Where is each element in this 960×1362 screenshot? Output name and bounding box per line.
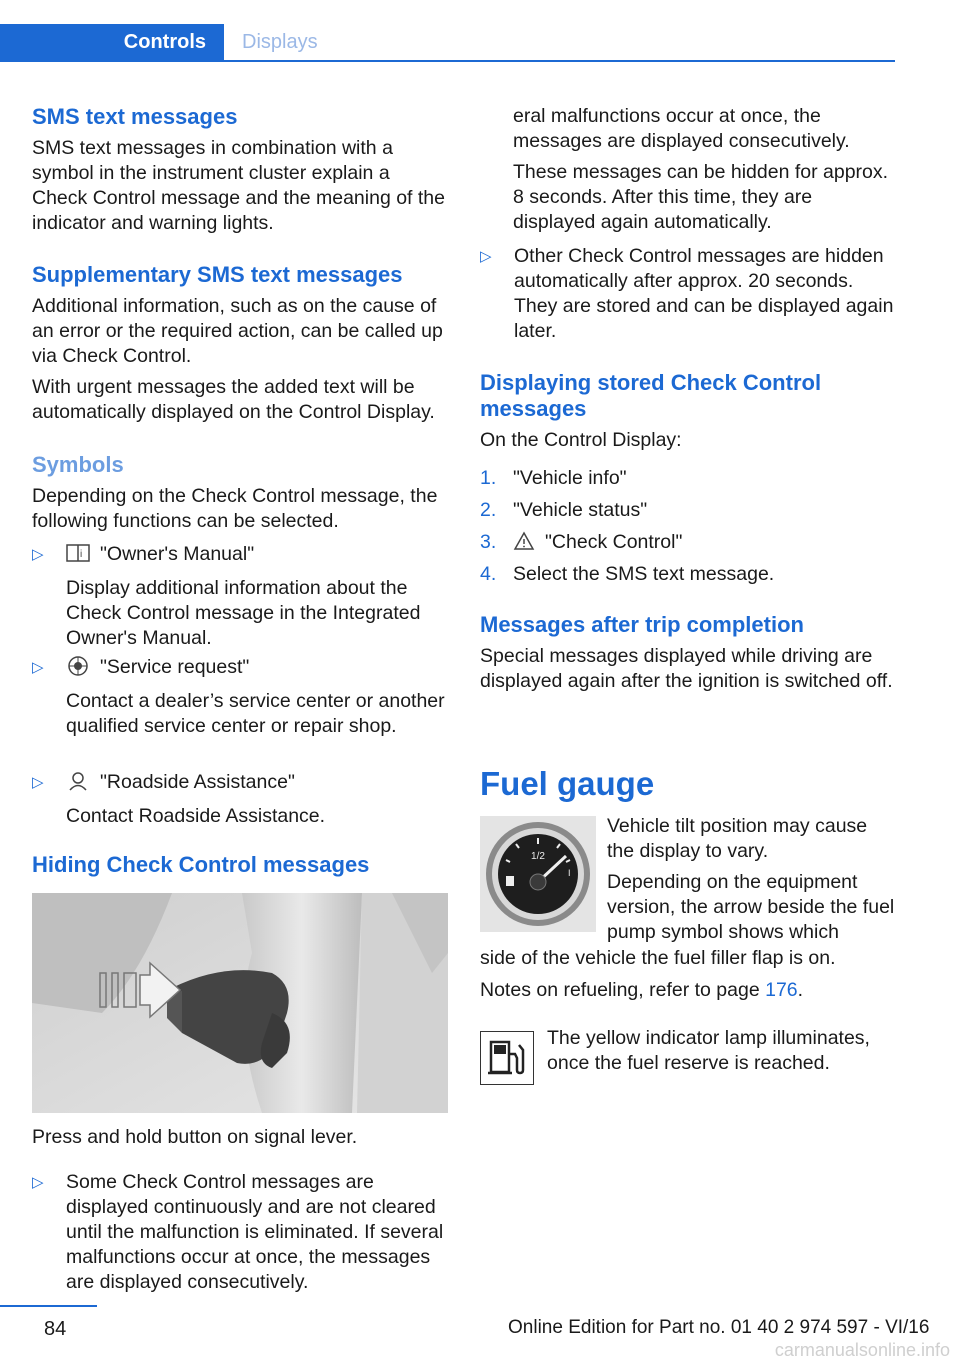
- trip-completion-text: Special messages displayed while driving are displayed again after the ignition is switched off.: [480, 645, 893, 692]
- symbol-item-owners-manual: [32, 542, 448, 651]
- tab-displays[interactable]: Displays: [242, 31, 318, 53]
- footer-rule: [0, 1305, 97, 1307]
- step-number: 4.: [480, 563, 497, 585]
- bullet-text: Other Check Control messages are hidden automatically after approx. 20 seconds. They are stored and can be displayed again later.: [514, 245, 894, 342]
- warning-triangle-icon: [513, 531, 535, 558]
- symbol-label: "Roadside Assistance": [100, 771, 295, 793]
- page-reference-link[interactable]: 176: [765, 979, 798, 1001]
- fuel-text-2b: side of the vehicle the fuel filler flap is on.: [480, 947, 836, 969]
- refueling-prefix: Notes on refueling, refer to page: [480, 979, 766, 1001]
- bullet-triangle-icon: ▷: [32, 659, 44, 676]
- symbol-description: Contact a dealer’s service center or another qualified service center or repair shop.: [66, 690, 445, 737]
- stored-intro: On the Control Display:: [480, 429, 682, 451]
- svg-text:I: I: [568, 868, 571, 878]
- sms-paragraph: SMS text messages in combination with a symbol in the instrument cluster explain a Check Control message and the meaning of the indicator and warning lights.: [32, 137, 445, 234]
- fuel-pump-icon: [480, 1031, 534, 1085]
- symbol-description: Display additional information about the Check Control message in the Integrated Owner's Manual.: [66, 577, 421, 649]
- bullet-triangle-icon: ▷: [32, 774, 44, 791]
- refueling-note: [480, 978, 896, 1003]
- bullet-continuous-messages: [32, 1170, 448, 1293]
- symbols-heading: Symbols: [32, 452, 124, 477]
- bullet-triangle-icon: ▷: [32, 1174, 44, 1191]
- fuel-gauge-image: [480, 816, 596, 932]
- watermark: carmanualsonline.info: [774, 1340, 950, 1360]
- step-item: [480, 498, 896, 530]
- step-item: [480, 530, 896, 562]
- step-text: "Check Control": [545, 531, 683, 553]
- bullet-triangle-icon: ▷: [32, 546, 44, 563]
- symbol-label: "Service request": [100, 656, 250, 678]
- continued-text: eral malfunctions occur at once, the messages are displayed consecutively.: [513, 105, 850, 152]
- symbol-item-roadside-assistance: [32, 770, 448, 829]
- step-number: 1.: [480, 467, 497, 489]
- header-rule: [0, 60, 895, 62]
- trip-completion-heading: Messages after trip completion: [480, 612, 804, 637]
- step-number: 3.: [480, 531, 497, 553]
- lamp-text: The yellow indicator lamp illuminates, once the fuel reserve is reached.: [547, 1027, 870, 1074]
- refueling-suffix: .: [797, 979, 804, 1001]
- bullet-triangle-icon: ▷: [480, 248, 492, 265]
- page-number: 84: [44, 1318, 67, 1340]
- step-text: "Vehicle status": [513, 499, 648, 521]
- sms-heading: SMS text messages: [32, 104, 238, 129]
- steps-list: [480, 466, 896, 594]
- fuel-text-block: [607, 814, 897, 945]
- svg-text:i: i: [80, 549, 83, 560]
- symbol-label: "Owner's Manual": [100, 543, 255, 565]
- book-icon: [66, 543, 90, 570]
- gauge-half-label: 1/2: [531, 851, 545, 862]
- supplementary-paragraph-2: With urgent messages the added text will be automatically displayed on the Control Display.: [32, 376, 435, 423]
- fuel-text-2a: Depending on the equipment version, the arrow beside the fuel pump symbol shows which: [607, 871, 895, 943]
- fuel-text-1: Vehicle tilt position may cause the display to vary.: [607, 815, 868, 862]
- step-text: "Vehicle info": [513, 467, 627, 489]
- roadside-assistance-icon: [66, 771, 90, 798]
- signal-lever-illustration: [32, 893, 448, 1113]
- illustration-caption: Press and hold button on signal lever.: [32, 1126, 358, 1148]
- header-tabs: [0, 24, 895, 62]
- step-number: 2.: [480, 499, 497, 521]
- edition-text: Online Edition for Part no. 01 40 2 974 597 - VI/16: [508, 1317, 930, 1338]
- bullet-text: Some Check Control messages are displayed continuously and are not cleared until the malfunction is eliminated. If several malfunctions occur at once, the messages are displayed consecutively.: [66, 1171, 444, 1293]
- symbol-item-service-request: [32, 655, 448, 739]
- bmw-service-icon: [66, 656, 90, 683]
- symbols-paragraph: Depending on the Check Control message, the following functions can be selected.: [32, 485, 438, 532]
- bullet-other-messages: [480, 244, 896, 344]
- hiding-heading: Hiding Check Control messages: [32, 852, 370, 877]
- step-item: [480, 466, 896, 498]
- step-text: Select the SMS text message.: [513, 563, 775, 585]
- lamp-text-block: [547, 1026, 897, 1076]
- fuel-gauge-heading: Fuel gauge: [480, 765, 655, 802]
- supplementary-paragraph-1: Additional information, such as on the cause of an error or the required action, can be called up via Check Control.: [32, 295, 443, 367]
- symbol-description: Contact Roadside Assistance.: [66, 805, 326, 827]
- tab-controls[interactable]: Controls: [0, 24, 224, 61]
- supplementary-heading: Supplementary SMS text messages: [32, 262, 403, 287]
- hidden-messages-text: These messages can be hidden for approx. 8 seconds. After this time, they are displayed again automatically.: [513, 161, 889, 233]
- step-item: [480, 562, 896, 594]
- stored-messages-heading: Displaying stored Check Control messages: [480, 370, 822, 421]
